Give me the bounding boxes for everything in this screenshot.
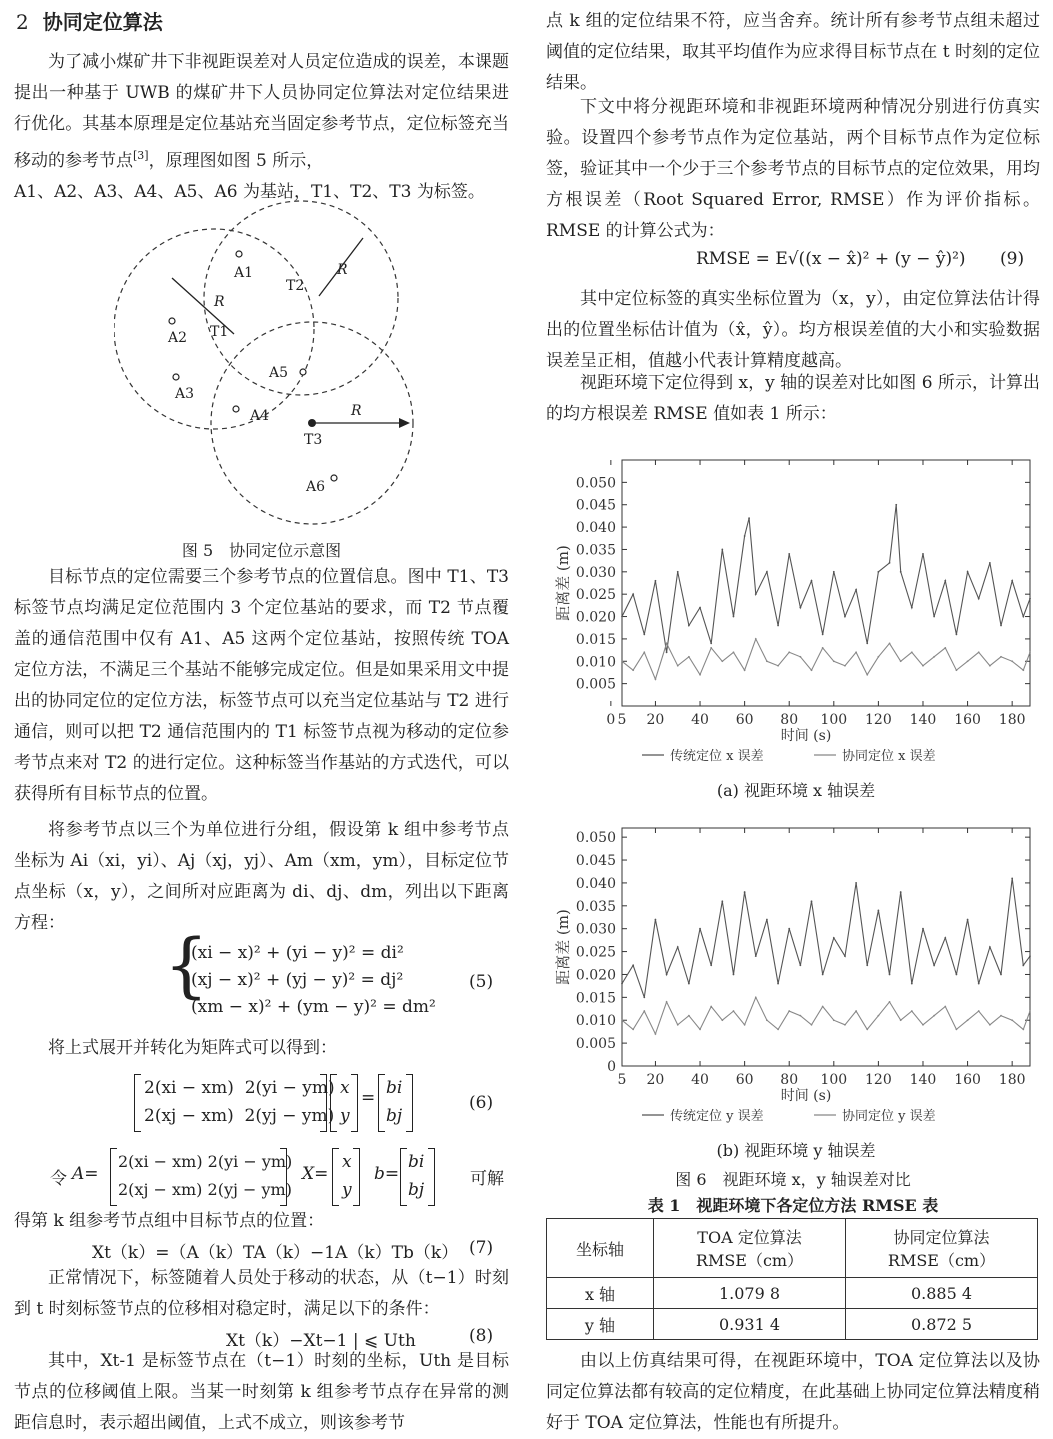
series-point-1 bbox=[721, 549, 723, 551]
x-axis-label: 时间 (s) bbox=[780, 728, 832, 744]
series-point-2 bbox=[766, 1019, 768, 1021]
series-point-2 bbox=[699, 674, 701, 676]
plot-frame bbox=[622, 460, 1030, 706]
arrow-head bbox=[399, 418, 410, 428]
paragraph-intro-line5: A1、A2、A3、A4、A5、A6 为基站，T1、T2、T3 为标签。 bbox=[14, 182, 485, 202]
series-point-1 bbox=[833, 571, 835, 573]
series-point-1 bbox=[655, 580, 657, 582]
series-point-1 bbox=[733, 974, 735, 976]
section-title: 协同定位算法 bbox=[42, 10, 163, 34]
y-tick-label: 0.045 bbox=[575, 853, 616, 870]
paragraph-target-node: 目标节点的定位需要三个参考节点的位置信息。图中 T1、T3 标签节点均满足定位范围内 3 个定位基站的要求，而 T2 节点覆盖的通信范围中仅有 A1、A5 这两个定位基站，按照传统 TOA 定位方法，不满足三个基站不能够完成定位。但是如果采用文中提出的协同定位的定位方法，标签节点可以充当定位基站与 T2 进行通信，则可以把 T2 通信范围内的 T1 标签节点视为移动的定位参考节点来对 T2 的进行定位。这种标签当作基站的方式迭代，可以获得所有目标节点的位置。 bbox=[14, 567, 509, 804]
series-point-2 bbox=[889, 642, 891, 644]
y-tick-label: 0.040 bbox=[575, 875, 616, 892]
y-tick-label: 0.005 bbox=[575, 676, 616, 693]
series-point-1 bbox=[755, 593, 757, 595]
series-point-2 bbox=[733, 1010, 735, 1012]
series-point-1 bbox=[710, 964, 712, 966]
series-point-2 bbox=[766, 660, 768, 662]
series-point-2 bbox=[677, 665, 679, 667]
y-tick-label: 0.050 bbox=[575, 475, 616, 492]
series-point-2 bbox=[900, 660, 902, 662]
x-tick-label: 120 bbox=[865, 1072, 892, 1088]
chart-caption: (a) 视距环境 x 轴误差 bbox=[716, 781, 876, 800]
series-point-2 bbox=[1022, 669, 1024, 671]
table-header-axis: 坐标轴 bbox=[547, 1219, 654, 1278]
chart-a-container bbox=[546, 440, 1040, 800]
y-tick-label: 0.005 bbox=[575, 1036, 616, 1053]
series-point-1 bbox=[799, 607, 801, 609]
series-point-1 bbox=[677, 946, 679, 948]
series-point-2 bbox=[643, 651, 645, 653]
series-point-1 bbox=[866, 642, 868, 644]
series-point-2 bbox=[788, 1010, 790, 1012]
table-row: y 轴 0.931 4 0.872 5 bbox=[547, 1309, 1038, 1340]
equation-8: Xt（k）−Xt−1 | ⩽ Uth bbox=[226, 1331, 416, 1351]
series-point-2 bbox=[855, 1010, 857, 1012]
definition-line: 令 A= 2(xi − xm) 2(yi − ym) 2(xj − xm) 2(yj − ym) X= x y b= bi bj 可解 bbox=[50, 1146, 510, 1208]
series-point-1 bbox=[677, 571, 679, 573]
x-tick-label: 180 bbox=[998, 712, 1026, 728]
series-point-1 bbox=[643, 996, 645, 998]
series-point-1 bbox=[844, 955, 846, 957]
equation-7: Xt（k）=（A（k）TA（k）−1A（k）Tb（k） bbox=[92, 1243, 459, 1263]
series-point-1 bbox=[799, 964, 801, 966]
series-point-1 bbox=[733, 616, 735, 618]
series-point-2 bbox=[777, 1028, 779, 1030]
series-point-2 bbox=[877, 656, 879, 658]
x-tick-label: 120 bbox=[865, 712, 892, 728]
series-point-1 bbox=[989, 946, 991, 948]
series-point-1 bbox=[1011, 877, 1013, 879]
series-point-2 bbox=[755, 638, 757, 640]
label-a3: A3 bbox=[175, 386, 195, 402]
label-t1: T1 bbox=[210, 324, 229, 340]
series-point-2 bbox=[900, 1019, 902, 1021]
series-point-1 bbox=[1000, 625, 1002, 627]
paragraph-discard: 点 k 组的定位结果不符，应当舍弃。统计所有参考节点组未超过阈值的定位结果，取其平均值作为应求得目标节点在 t 时刻的定位结果。 bbox=[546, 11, 1040, 93]
series-line-2 bbox=[622, 639, 1030, 679]
series-point-2 bbox=[956, 669, 958, 671]
equation-8-number: (8) bbox=[469, 1326, 494, 1346]
equation-9-number: (9) bbox=[1000, 249, 1025, 269]
node-a2 bbox=[169, 318, 175, 324]
equation-7-number: (7) bbox=[469, 1238, 494, 1258]
paragraph-rmse-def: 其中定位标签的真实坐标位置为（x，y），由定位算法估计得出的位置坐标估计值为（x̂，ŷ）。均方根误差值的大小和实验数据误差呈正相，值越小代表计算精度越高。 bbox=[546, 289, 1040, 371]
series-point-2 bbox=[944, 1006, 946, 1008]
series-point-2 bbox=[933, 1015, 935, 1017]
series-point-1 bbox=[944, 580, 946, 582]
series-point-1 bbox=[911, 983, 913, 985]
y-tick-label: 0.035 bbox=[575, 542, 616, 559]
series-point-1 bbox=[911, 607, 913, 609]
series-point-2 bbox=[721, 1019, 723, 1021]
series-point-1 bbox=[967, 571, 969, 573]
series-point-1 bbox=[822, 974, 824, 976]
x-tick-label: 160 bbox=[954, 712, 981, 728]
series-point-2 bbox=[922, 665, 924, 667]
series-point-2 bbox=[643, 1010, 645, 1012]
series-point-1 bbox=[855, 882, 857, 884]
table-1-title: 表 1 视距环境下各定位方法 RMSE 表 bbox=[647, 1196, 939, 1215]
x-tick-label: 140 bbox=[909, 1072, 937, 1088]
series-point-2 bbox=[655, 1033, 657, 1035]
equation-5-number: (5) bbox=[469, 972, 494, 992]
series-point-1 bbox=[889, 974, 891, 976]
series-point-2 bbox=[811, 669, 813, 671]
series-point-2 bbox=[889, 1001, 891, 1003]
series-point-2 bbox=[755, 996, 757, 998]
chart-caption: (b) 视距环境 y 轴误差 bbox=[716, 1141, 876, 1160]
series-point-1 bbox=[866, 964, 868, 966]
label-a1: A1 bbox=[234, 265, 254, 281]
paragraph-threshold: 其中，Xt-1 是标签节点在（t−1）时刻的坐标，Uth 是目标节点的位移阈值上限。当某一时刻第 k 组参考节点存在异常的测距信息时，表示超出阈值，上式不成立，则该参考节 bbox=[14, 1351, 509, 1433]
y-tick-label: 0.020 bbox=[575, 609, 616, 626]
series-point-1 bbox=[833, 937, 835, 939]
series-point-2 bbox=[688, 656, 690, 658]
series-point-2 bbox=[733, 651, 735, 653]
label-a4: A4 bbox=[250, 408, 270, 424]
equation-6-number: (6) bbox=[469, 1093, 494, 1113]
y-tick-label: 0 bbox=[607, 1059, 616, 1075]
x-tick-label: 20 bbox=[646, 712, 665, 728]
series-point-1 bbox=[900, 891, 902, 893]
x-tick-label: 180 bbox=[998, 1072, 1026, 1088]
series-point-1 bbox=[755, 955, 757, 957]
series-point-2 bbox=[688, 1015, 690, 1017]
series-point-2 bbox=[911, 1010, 913, 1012]
series-point-1 bbox=[944, 937, 946, 939]
series-point-2 bbox=[655, 678, 657, 680]
series-point-2 bbox=[877, 1015, 879, 1017]
series-point-2 bbox=[866, 1028, 868, 1030]
t3-node bbox=[308, 419, 316, 427]
series-point-1 bbox=[895, 504, 897, 506]
legend-label-2: 协同定位 y 误差 bbox=[842, 1109, 936, 1124]
series-point-1 bbox=[978, 598, 980, 600]
series-point-1 bbox=[688, 625, 690, 627]
series-point-2 bbox=[822, 647, 824, 649]
range-circle-t2 bbox=[204, 201, 398, 395]
node-a5 bbox=[300, 369, 306, 375]
series-point-2 bbox=[1011, 1019, 1013, 1021]
series-point-2 bbox=[1000, 1015, 1002, 1017]
series-line-1 bbox=[622, 505, 1030, 653]
series-point-1 bbox=[766, 571, 768, 573]
section-heading bbox=[16, 6, 163, 35]
series-point-2 bbox=[799, 656, 801, 658]
series-point-1 bbox=[922, 553, 924, 555]
node-a1 bbox=[236, 251, 242, 257]
series-point-1 bbox=[1022, 964, 1024, 966]
series-point-1 bbox=[666, 651, 668, 653]
series-point-2 bbox=[911, 651, 913, 653]
legend-label-1: 传统定位 x 误差 bbox=[670, 749, 764, 764]
x-tick-label: 80 bbox=[780, 1072, 799, 1088]
series-point-2 bbox=[933, 656, 935, 658]
series-point-1 bbox=[721, 900, 723, 902]
series-point-1 bbox=[855, 589, 857, 591]
x-tick-label: 80 bbox=[780, 712, 799, 728]
label-r-t3: R bbox=[351, 403, 362, 419]
figure-5-diagram bbox=[114, 196, 424, 531]
series-line-1 bbox=[622, 878, 1030, 997]
x-tick-label: 20 bbox=[646, 1072, 665, 1088]
series-point-1 bbox=[811, 900, 813, 902]
series-point-1 bbox=[777, 983, 779, 985]
series-point-2 bbox=[833, 1019, 835, 1021]
series-point-2 bbox=[822, 1006, 824, 1008]
series-point-2 bbox=[799, 1015, 801, 1017]
series-point-1 bbox=[933, 616, 935, 618]
series-point-2 bbox=[844, 665, 846, 667]
y-tick-label: 0.035 bbox=[575, 898, 616, 915]
y-axis-label: 距离差 (m) bbox=[554, 909, 572, 985]
series-point-1 bbox=[956, 974, 958, 976]
x-tick-label: 0 bbox=[606, 712, 616, 728]
series-point-2 bbox=[989, 665, 991, 667]
series-point-2 bbox=[922, 1024, 924, 1026]
series-point-1 bbox=[956, 634, 958, 636]
x-tick-label: 5 bbox=[617, 1072, 627, 1088]
paragraph-fig6-intro: 视距环境下定位得到 x，y 轴的误差对比如图 6 所示，计算出的均方根误差 RMSE 值如表 1 所示： bbox=[546, 373, 1040, 424]
series-point-1 bbox=[900, 571, 902, 573]
series-point-1 bbox=[744, 535, 746, 537]
paragraph-conclusion: 由以上仿真结果可得，在视距环境中，TOA 定位算法以及协同定位算法都有较高的定位精度，在此基础上协同定位算法精度稍好于 TOA 定位算法，性能也有所提升。 bbox=[546, 1351, 1040, 1433]
series-point-2 bbox=[632, 1028, 634, 1030]
y-tick-label: 0.045 bbox=[575, 497, 616, 514]
series-point-1 bbox=[967, 919, 969, 921]
label-a5: A5 bbox=[269, 365, 289, 381]
series-point-2 bbox=[967, 660, 969, 662]
equation-9: RMSE = E√((x − x̂)² + (y − ŷ)²) bbox=[696, 249, 966, 269]
label-r-t1: R bbox=[214, 294, 225, 310]
series-point-2 bbox=[844, 1024, 846, 1026]
paragraph-intro: 为了减小煤矿井下非视距误差对人员定位造成的误差，本课题提出一种基于 UWB 的煤矿井下人员协同定位算法对定位结果进行优化。其基本原理是定位基站充当固定参考节点，定位标签充当移动的参考节点[3]，原理图如图 5 所示， A1、A2、A3、A4、A5、A6 为基站，T1、T2、T3 为标签。 bbox=[14, 52, 509, 202]
series-point-1 bbox=[844, 616, 846, 618]
series-point-2 bbox=[1029, 651, 1031, 653]
y-tick-label: 0.015 bbox=[575, 990, 616, 1007]
figure-5-caption: 图 5 协同定位示意图 bbox=[181, 541, 342, 560]
series-point-1 bbox=[666, 974, 668, 976]
series-point-1 bbox=[889, 562, 891, 564]
series-point-1 bbox=[744, 891, 746, 893]
node-a4 bbox=[233, 406, 239, 412]
series-line-2 bbox=[622, 997, 1030, 1034]
series-point-2 bbox=[1029, 1010, 1031, 1012]
table-1 bbox=[546, 1218, 1038, 1340]
series-point-2 bbox=[989, 1024, 991, 1026]
series-point-1 bbox=[989, 562, 991, 564]
series-point-1 bbox=[933, 964, 935, 966]
table-header-row bbox=[547, 1219, 1038, 1278]
citation-ref: [3] bbox=[133, 149, 149, 162]
series-point-1 bbox=[1011, 580, 1013, 582]
x-tick-label: 160 bbox=[954, 1072, 981, 1088]
series-point-2 bbox=[744, 1024, 746, 1026]
y-tick-label: 0.025 bbox=[575, 587, 616, 604]
series-point-2 bbox=[666, 642, 668, 644]
series-point-2 bbox=[1011, 660, 1013, 662]
paragraph-simulation: 下文中将分视距环境和非视距环境两种情况分别进行仿真实验。设置四个参考节点作为定位基站，两个目标节点作为定位标签，验证其中一个少于三个参考节点的目标节点的定位效果，用均方根误差（Root Squared Error, RMSE）作为评价指标。RMSE 的计算公式为： bbox=[546, 97, 1040, 241]
series-point-2 bbox=[710, 1006, 712, 1008]
series-point-2 bbox=[967, 1019, 969, 1021]
series-point-2 bbox=[632, 669, 634, 671]
x-tick-label: 5 bbox=[617, 712, 627, 728]
series-point-1 bbox=[766, 919, 768, 921]
series-point-2 bbox=[866, 674, 868, 676]
y-tick-label: 0.025 bbox=[575, 944, 616, 961]
series-point-2 bbox=[677, 1024, 679, 1026]
series-point-1 bbox=[877, 571, 879, 573]
series-point-1 bbox=[748, 517, 750, 519]
series-point-1 bbox=[655, 919, 657, 921]
y-tick-label: 0.040 bbox=[575, 520, 616, 537]
legend-label-2: 协同定位 x 误差 bbox=[842, 749, 936, 764]
section-number: 2 bbox=[16, 10, 29, 34]
series-point-2 bbox=[744, 669, 746, 671]
label-t2: T2 bbox=[286, 278, 305, 294]
series-point-1 bbox=[632, 593, 634, 595]
y-tick-label: 0.010 bbox=[575, 1013, 616, 1030]
x-tick-label: 40 bbox=[691, 712, 709, 728]
label-a2: A2 bbox=[168, 330, 188, 346]
series-point-2 bbox=[978, 1010, 980, 1012]
series-point-2 bbox=[777, 665, 779, 667]
series-point-2 bbox=[944, 647, 946, 649]
series-point-1 bbox=[643, 634, 645, 636]
series-point-1 bbox=[777, 625, 779, 627]
series-point-2 bbox=[811, 1024, 813, 1026]
legend-label-1: 传统定位 y 误差 bbox=[670, 1109, 764, 1124]
y-axis-label: 距离差 (m) bbox=[554, 545, 572, 621]
chart-b-container bbox=[546, 808, 1040, 1166]
series-point-2 bbox=[855, 651, 857, 653]
series-point-1 bbox=[699, 607, 701, 609]
series-point-2 bbox=[788, 651, 790, 653]
node-a6 bbox=[331, 475, 337, 481]
table-header-coop: 协同定位算法 RMSE（cm） bbox=[846, 1219, 1038, 1278]
series-point-1 bbox=[632, 964, 634, 966]
equation-5-brace: { bbox=[164, 924, 209, 1006]
x-tick-label: 140 bbox=[909, 712, 937, 728]
y-tick-label: 0.020 bbox=[575, 967, 616, 984]
series-point-1 bbox=[1000, 974, 1002, 976]
series-point-2 bbox=[956, 1028, 958, 1030]
series-point-1 bbox=[621, 616, 623, 618]
x-tick-label: 60 bbox=[735, 712, 754, 728]
paragraph-matrix-intro: 将上式展开并转化为矩阵式可以得到： bbox=[48, 1038, 337, 1058]
chart-a bbox=[546, 440, 1040, 800]
label-a6: A6 bbox=[306, 479, 326, 495]
series-point-2 bbox=[1000, 656, 1002, 658]
x-tick-label: 100 bbox=[820, 712, 848, 728]
series-point-2 bbox=[721, 660, 723, 662]
series-point-1 bbox=[699, 928, 701, 930]
x-tick-label: 40 bbox=[691, 1072, 709, 1088]
series-point-2 bbox=[833, 660, 835, 662]
series-point-2 bbox=[1022, 1028, 1024, 1030]
series-point-2 bbox=[666, 1001, 668, 1003]
series-point-1 bbox=[621, 983, 623, 985]
y-tick-label: 0.030 bbox=[575, 921, 616, 938]
y-tick-label: 0.015 bbox=[575, 631, 616, 648]
series-point-2 bbox=[699, 1028, 701, 1030]
series-point-1 bbox=[978, 983, 980, 985]
x-tick-label: 60 bbox=[735, 1072, 754, 1088]
series-point-1 bbox=[710, 642, 712, 644]
series-point-2 bbox=[978, 651, 980, 653]
paragraph-grouping: 将参考节点以三个为单位进行分组，假设第 k 组中参考节点坐标为 Ai（xi，yi）、Aj（xj，yj）、Am（xm，ym），目标定位节点坐标（x，y），之间所对应距离为 di、dj、dm，列出以下距离方程： bbox=[14, 820, 509, 933]
series-point-1 bbox=[788, 928, 790, 930]
series-point-1 bbox=[688, 983, 690, 985]
x-tick-label: 100 bbox=[820, 1072, 848, 1088]
series-point-1 bbox=[922, 928, 924, 930]
label-t3: T3 bbox=[304, 432, 323, 448]
y-tick-label: 0.010 bbox=[575, 654, 616, 671]
y-tick-label: 0.030 bbox=[575, 564, 616, 581]
series-point-1 bbox=[1029, 955, 1031, 957]
series-point-2 bbox=[621, 1019, 623, 1021]
y-tick-label: 0.050 bbox=[575, 830, 616, 847]
node-a3 bbox=[173, 374, 179, 380]
chart-b bbox=[546, 808, 1040, 1166]
table-header-toa: TOA 定位算法 RMSE（cm） bbox=[654, 1219, 846, 1278]
series-point-2 bbox=[621, 660, 623, 662]
series-point-1 bbox=[811, 580, 813, 582]
equation-6: 2(xi − xm) 2(yi − ym) 2(xj − xm) 2(yj − ym) x y = bi bj bbox=[134, 1072, 424, 1134]
equation-5: (xi − x)² + (yi − y)² = di² (xj − x)² + (yj − y)² = dj² (xm − x)² + (ym − y)² = dm² bbox=[191, 943, 436, 1017]
paragraph-motion: 正常情况下，标签随着人员处于移动的状态，从（t−1）时刻到 t 时刻标签节点的位移相对稳定时，满足以下的条件： bbox=[14, 1268, 509, 1319]
series-point-1 bbox=[1029, 598, 1031, 600]
label-r-t2: R bbox=[337, 262, 348, 278]
x-axis-label: 时间 (s) bbox=[780, 1088, 832, 1104]
paragraph-solution: 得第 k 组参考节点组中目标节点的位置： bbox=[14, 1211, 325, 1231]
series-point-1 bbox=[788, 553, 790, 555]
plot-frame bbox=[622, 828, 1030, 1066]
series-point-1 bbox=[822, 634, 824, 636]
figure-6-caption: 图 6 视距环境 x，y 轴误差对比 bbox=[675, 1170, 911, 1189]
series-point-2 bbox=[710, 647, 712, 649]
series-point-1 bbox=[1022, 616, 1024, 618]
table-row: x 轴 1.079 8 0.885 4 bbox=[547, 1278, 1038, 1309]
series-point-1 bbox=[877, 909, 879, 911]
